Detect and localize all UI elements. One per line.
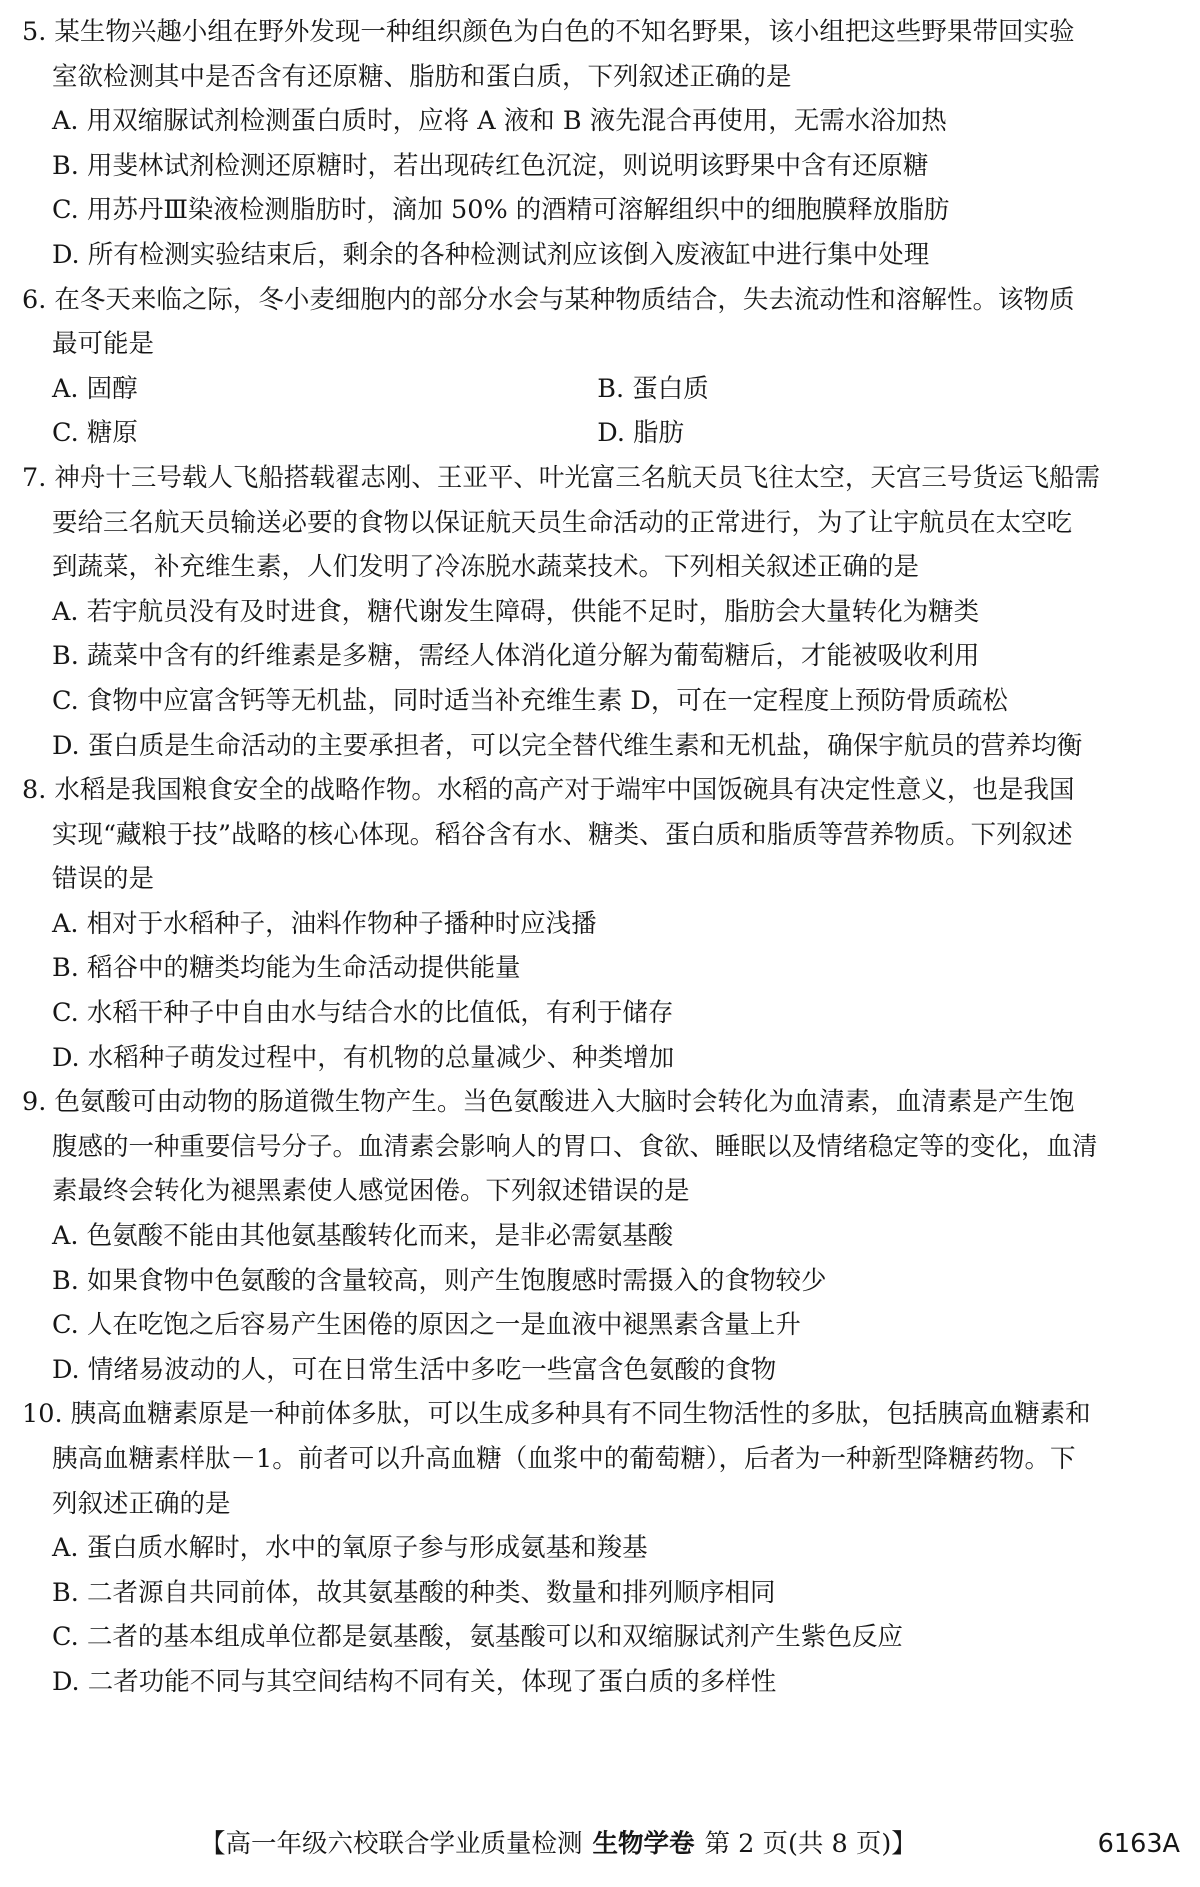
option-c: C. 水稻干种子中自由水与结合水的比值低，有利于储存 xyxy=(52,998,674,1029)
option-d: D. 所有检测实验结束后，剩余的各种检测试剂应该倒入废液缸中进行集中处理 xyxy=(52,239,930,270)
option-row xyxy=(22,411,1172,456)
question-stem-line: 10. 胰高血糖素原是一种前体多肽，可以生成多种具有不同生物活性的多肽，包括胰高血糖素和 xyxy=(22,1399,1091,1430)
question-9 xyxy=(22,1080,1172,1392)
question-7 xyxy=(22,456,1172,768)
question-stem-line: 腹感的一种重要信号分子。血清素会影响人的胃口、食欲、睡眠以及情绪稳定等的变化，血清 xyxy=(52,1131,1098,1162)
option-d: D. 二者功能不同与其空间结构不同有关，体现了蛋白质的多样性 xyxy=(52,1666,777,1697)
option-c: C. 二者的基本组成单位都是氨基酸，氨基酸可以和双缩脲试剂产生紫色反应 xyxy=(52,1622,903,1653)
option-d: D. 情绪易波动的人，可在日常生活中多吃一些富含色氨酸的食物 xyxy=(52,1354,777,1385)
question-stem-line: 9. 色氨酸可由动物的肠道微生物产生。当色氨酸进入大脑时会转化为血清素，血清素是产生饱 xyxy=(22,1087,1075,1118)
option-a: A. 相对于水稻种子，油料作物种子播种时应浅播 xyxy=(52,908,597,939)
footer-info xyxy=(200,1826,917,1862)
option-c: C. 糖原 xyxy=(52,418,138,449)
question-list xyxy=(22,10,1172,1705)
question-stem-line: 要给三名航天员输送必要的食物以保证航天员生命活动的正常进行，为了让宇航员在太空吃 xyxy=(52,507,1073,538)
option-d: D. 蛋白质是生命活动的主要承担者，可以完全替代维生素和无机盐，确保宇航员的营养均衡 xyxy=(52,730,1083,761)
question-8 xyxy=(22,768,1172,1080)
question-stem-line: 列叙述正确的是 xyxy=(52,1488,231,1519)
option-b: B. 稻谷中的糖类均能为生命活动提供能量 xyxy=(52,953,521,984)
option-a: A. 用双缩脲试剂检测蛋白质时，应将 A 液和 B 液先混合再使用，无需水浴加热 xyxy=(52,106,947,137)
question-stem-line: 最可能是 xyxy=(52,329,155,360)
option-b: B. 蛋白质 xyxy=(597,373,709,404)
paper-code: 6163A xyxy=(1097,1829,1180,1859)
question-stem-line: 室欲检测其中是否含有还原糖、脂肪和蛋白质，下列叙述正确的是 xyxy=(52,61,792,92)
question-stem-line: 实现“藏粮于技”战略的核心体现。稻谷含有水、糖类、蛋白质和脂质等营养物质。下列叙述 xyxy=(52,819,1073,850)
option-b: B. 二者源自共同前体，故其氨基酸的种类、数量和排列顺序相同 xyxy=(52,1577,776,1608)
question-stem-line: 8. 水稻是我国粮食安全的战略作物。水稻的高产对于端牢中国饭碗具有决定性意义，也是我国 xyxy=(22,775,1075,806)
option-a: A. 若宇航员没有及时进食，糖代谢发生障碍，供能不足时，脂肪会大量转化为糖类 xyxy=(52,596,980,627)
option-a: A. 固醇 xyxy=(52,373,138,404)
exam-title: 【高一年级六校联合学业质量检测 xyxy=(200,1829,583,1859)
option-c: C. 用苏丹Ⅲ染液检测脂肪时，滴加 50% 的酒精可溶解组织中的细胞膜释放脂肪 xyxy=(52,195,950,226)
option-d: D. 脂肪 xyxy=(597,418,685,449)
question-stem-line: 胰高血糖素样肽－1。前者可以升高血糖（血浆中的葡萄糖），后者为一种新型降糖药物。下 xyxy=(52,1444,1076,1474)
question-stem-line: 7. 神舟十三号载人飞船搭载翟志刚、王亚平、叶光富三名航天员飞往太空，天宫三号货运飞船需 xyxy=(22,462,1100,493)
question-10 xyxy=(22,1392,1172,1704)
option-b: B. 用斐林试剂检测还原糖时，若出现砖红色沉淀，则说明该野果中含有还原糖 xyxy=(52,150,929,181)
option-a: A. 蛋白质水解时，水中的氧原子参与形成氨基和羧基 xyxy=(52,1533,648,1564)
option-c: C. 食物中应富含钙等无机盐，同时适当补充维生素 D，可在一定程度上预防骨质疏松 xyxy=(52,685,1008,716)
question-stem-line: 素最终会转化为褪黑素使人感觉困倦。下列叙述错误的是 xyxy=(52,1176,690,1207)
option-d: D. 水稻种子萌发过程中，有机物的总量减少、种类增加 xyxy=(52,1042,675,1073)
option-b: B. 如果食物中色氨酸的含量较高，则产生饱腹感时需摄入的食物较少 xyxy=(52,1265,827,1296)
option-b: B. 蔬菜中含有的纤维素是多糖，需经人体消化道分解为葡萄糖后，才能被吸收利用 xyxy=(52,641,980,672)
question-stem-line: 错误的是 xyxy=(52,864,155,895)
question-stem-line: 6. 在冬天来临之际，冬小麦细胞内的部分水会与某种物质结合，失去流动性和溶解性。该物质 xyxy=(22,284,1075,315)
question-6 xyxy=(22,278,1172,456)
option-c: C. 人在吃饱之后容易产生困倦的原因之一是血液中褪黑素含量上升 xyxy=(52,1310,801,1341)
option-row xyxy=(22,367,1172,412)
question-stem-line: 到蔬菜，补充维生素，人们发明了冷冻脱水蔬菜技术。下列相关叙述正确的是 xyxy=(52,552,920,583)
option-a: A. 色氨酸不能由其他氨基酸转化而来，是非必需氨基酸 xyxy=(52,1221,674,1252)
question-stem-line: 5. 某生物兴趣小组在野外发现一种组织颜色为白色的不知名野果，该小组把这些野果带回实验 xyxy=(22,17,1075,47)
question-5 xyxy=(22,10,1172,278)
page-number: 第 2 页(共 8 页)】 xyxy=(704,1829,917,1859)
subject-name: 生物学卷 xyxy=(592,1829,695,1859)
